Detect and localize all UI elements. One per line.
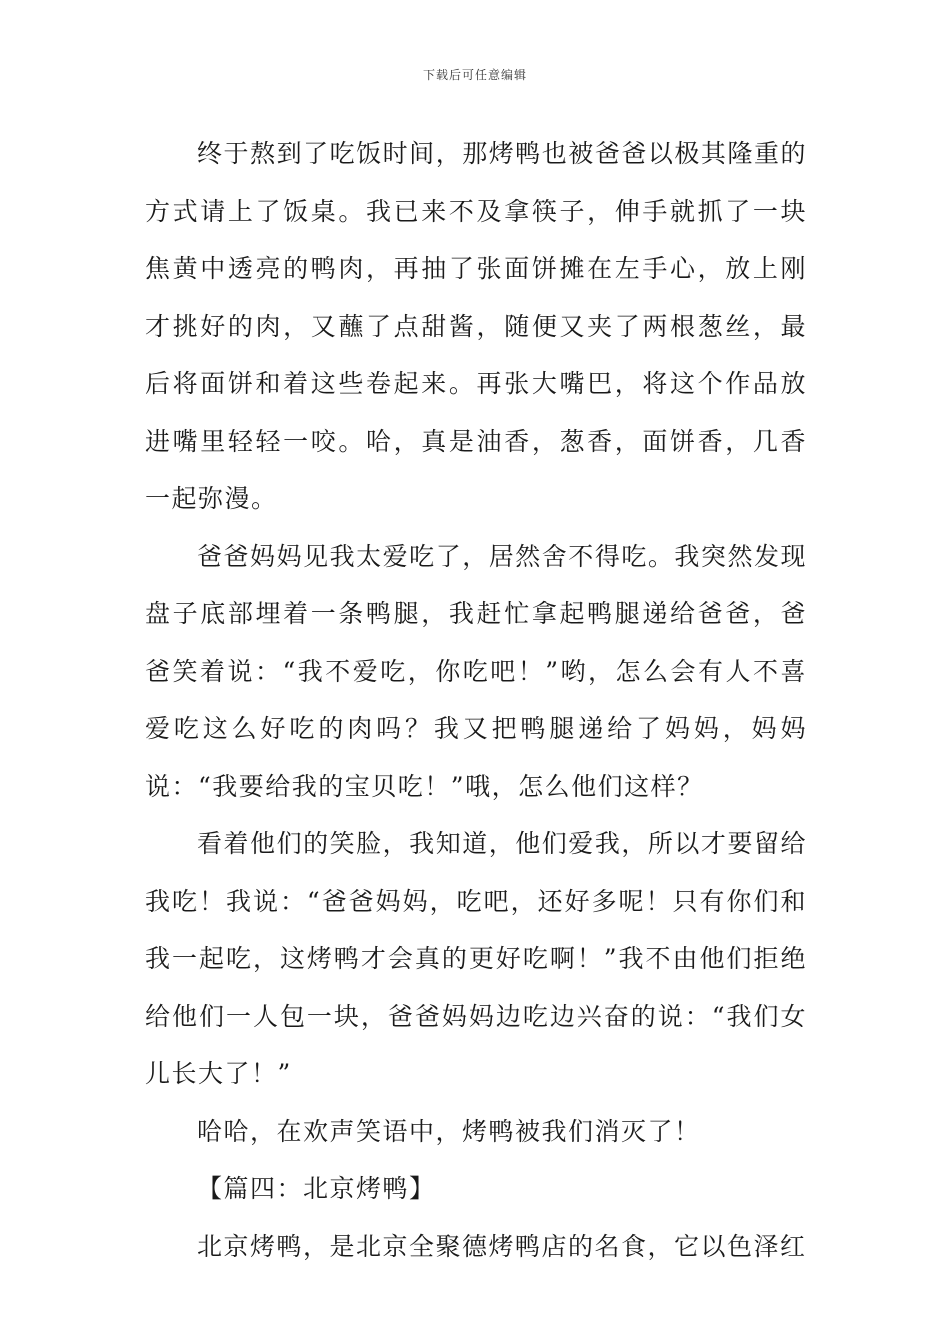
paragraph-duck-leg: 爸爸妈妈见我太爱吃了，居然舍不得吃。我突然发现盘子底部埋着一条鸭腿，我赶忙拿起鸭腿递给爸爸，爸爸笑着说：“我不爱吃，你吃吧！”哟，怎么会有人不喜爱吃这么好吃的肉吗？我又把鸭腿递给了妈妈，妈妈说：“我要给我的宝贝吃！”哦，怎么他们这样？ — [145, 541, 807, 801]
paragraph-beijing-duck: 北京烤鸭，是北京全聚德烤鸭店的名食，它以色泽红 — [197, 1231, 807, 1261]
paragraph-dinner: 终于熬到了吃饭时间，那烤鸭也被爸爸以极其隆重的方式请上了饭桌。我已来不及拿筷子，伸手就抓了一块焦黄中透亮的鸭肉，再抽了张面饼摊在左手心，放上刚才挑好的肉，又蘸了点甜酱，随便又夹了两根葱丝，最后将面饼和着这些卷起来。再张大嘴巴，将这个作品放进嘴里轻轻一咬。哈，真是油香，葱香，面饼香，几香一起弥漫。 — [145, 139, 807, 513]
paragraph-ending: 哈哈，在欢声笑语中，烤鸭被我们消灭了！ — [197, 1116, 701, 1146]
page-header: 下载后可任意编辑 — [422, 68, 527, 82]
section-heading: 【篇四：北京烤鸭】 — [197, 1174, 436, 1203]
document-body — [145, 125, 807, 1275]
paragraph-smiles: 看着他们的笑脸，我知道，他们爱我，所以才要留给我吃！我说：“爸爸妈妈，吃吧，还好多呢！只有你们和我一起吃，这烤鸭才会真的更好吃啊！”我不由他们拒绝给他们一人包一块，爸爸妈妈边吃边兴奋的说：“我们女儿长大了！” — [145, 829, 807, 1088]
